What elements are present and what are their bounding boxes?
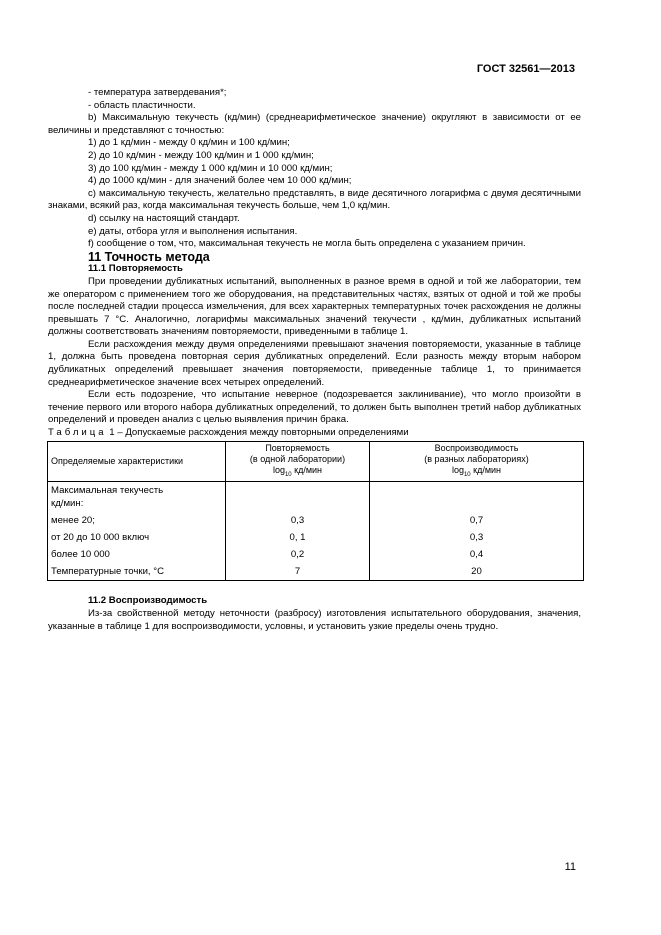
list-item: - область пластичности. [88, 99, 196, 111]
paragraph-e: e) даты, отбора угля и выполнения испытания. [88, 225, 298, 237]
row-reproducibility: 0,7 [370, 512, 584, 529]
row-reproducibility: 0,3 [370, 529, 584, 546]
row-repeatability: 0, 1 [226, 529, 370, 546]
row-name: более 10 000 [48, 546, 226, 563]
row-repeatability: 7 [226, 563, 370, 581]
table-row [48, 546, 584, 563]
table-row [48, 529, 584, 546]
table-header-row [48, 441, 584, 482]
paragraph-f: f) сообщение о том, что, максимальная текучесть не могла быть определена с указанием причин. [88, 238, 526, 250]
table-row [48, 512, 584, 529]
log-unit: кд/мин [291, 464, 323, 475]
header-repeatability-title: Повторяемость [265, 442, 330, 453]
range-item: 2) до 10 кд/мин - между 100 кд/мин и 1 000 кд/мин; [88, 149, 314, 161]
log-prefix: log [451, 464, 464, 475]
row-name: Температурные точки, °С [48, 563, 226, 581]
range-item: 1) до 1 кд/мин - между 0 кд/мин и 100 кд/мин; [88, 137, 290, 149]
para-b-block [48, 112, 581, 137]
group-label-line: Максимальная текучесть [51, 485, 164, 497]
table-row [48, 563, 584, 581]
log-prefix: log [272, 464, 285, 475]
row-name: менее 20; [48, 512, 226, 529]
paragraph: Если есть подозрение, что испытание неверное (подозревается заклинивание), что могло произойти в течение первого или второго набора дубликатных определений, то должен быть выполнен третий набор дубликатных определений и проведен анализ с целью выявления причин брака. [48, 389, 581, 426]
group-label-line: кд/мин: [51, 498, 84, 510]
paragraph: Если расхождения между двумя определениями превышают значения повторяемости, указанные в таблице 1, должна быть проведена повторная серия дубликатных определений. Если разность между вторым набором дубликатных определений превышает значения повторяемости, приведенные таблице 1, то принимается среднеарифметическое значение всех четырех определений. [48, 338, 581, 388]
header-reproducibility-sub: (в разных лабораториях) [424, 453, 529, 464]
log-unit: кд/мин [470, 464, 502, 475]
table-caption-word: Таблица [48, 427, 107, 439]
log-label [451, 464, 502, 478]
header-characteristics: Определяемые характеристики [48, 441, 226, 482]
table-caption-number: 1 [109, 427, 115, 439]
table-row [48, 482, 584, 513]
row-repeatability: 0,3 [226, 512, 370, 529]
header-reproducibility-title: Воспроизводимость [434, 442, 519, 453]
row-name: от 20 до 10 000 включ [48, 529, 226, 546]
list-item: - температура затвердевания*; [88, 87, 227, 98]
empty-cell [226, 482, 370, 513]
paragraph: При проведении дубликатных испытаний, выполненных в разное время в одной и той же лаборатории, тем же оператором с применением того же оборудования, на представительных частях, взятых от одной и той же пробы после последней стадии процесса измельчения, для всех характерных температурных точек расхождения не должны превышать 7 °С. Аналогично, логарифмы максимальных значений текучести , кд/мин, дубликатных испытаний должны соответствовать значениям повторяемости, приведенными в таблице 1. [48, 275, 581, 338]
header-reproducibility [370, 441, 584, 482]
subsection-title: 11.1 Повторяемость [88, 263, 183, 275]
paragraph-d: d) ссылку на настоящий стандарт. [88, 212, 240, 224]
empty-cell [370, 482, 584, 513]
header-repeatability-sub: (в одной лаборатории) [249, 453, 346, 464]
paragraph-c: c) максимальную текучесть, желательно представлять, в виде десятичного логарифма с двумя десятичными знаками, всякий раз, когда максимальная текучесть больше, чем 1,0 кд/мин. [48, 187, 581, 212]
log-base: 10 [284, 471, 292, 478]
log-base: 10 [463, 471, 471, 478]
header-repeatability [226, 441, 370, 482]
subsection-title: 11.2 Воспроизводимость [88, 595, 208, 607]
paragraph: Из-за свойственной методу неточности (разбросу) изготовления испытательного оборудования, значения, указанные в таблице 1 для воспроизводимости, условны, и установить узкие пределы очень трудно. [48, 608, 581, 632]
section-title: 11 Точность метода [88, 249, 210, 264]
para-c-block [48, 188, 581, 213]
document-id: ГОСТ 32561—2013 [476, 63, 575, 75]
table-caption-text: – Допускаемые расхождения между повторными определениями [117, 427, 409, 439]
sub2-body [48, 608, 581, 633]
range-item: 3) до 100 кд/мин - между 1 000 кд/мин и 10 000 кд/мин; [88, 162, 333, 174]
row-reproducibility: 0,4 [370, 546, 584, 563]
row-group-label [48, 482, 226, 513]
table-caption [48, 427, 581, 440]
row-repeatability: 0,2 [226, 546, 370, 563]
page-number: 11 [564, 861, 576, 873]
sub1-body [48, 276, 581, 440]
tolerance-table [47, 441, 584, 582]
row-reproducibility: 20 [370, 563, 584, 581]
paragraph-b: b) Максимальную текучесть (кд/мин) (среднеарифметическое значение) округляют в зависимости от ее величины и представляют с точностью: [48, 112, 581, 136]
log-label [272, 464, 323, 478]
range-item: 4) до 1000 кд/мин - для значений более чем 10 000 кд/мин; [88, 175, 352, 187]
page-content [48, 87, 581, 633]
